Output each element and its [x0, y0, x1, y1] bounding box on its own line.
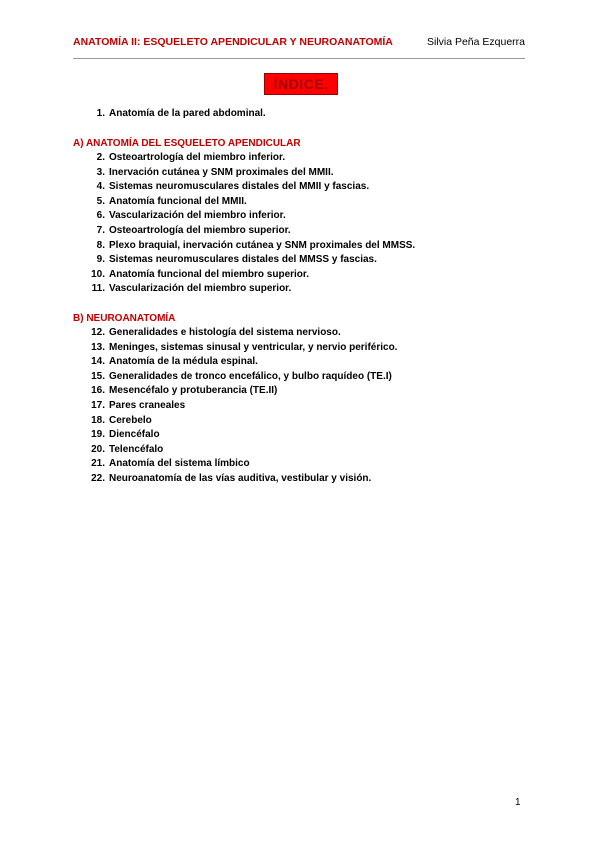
list-item: [0, 384, 600, 399]
list-item-text: Anatomía funcional del MMII.: [109, 195, 247, 207]
page-number: 1: [515, 797, 521, 808]
list-item-text: Anatomía de la médula espinal.: [109, 356, 258, 368]
header-author: Silvia Peña Ezquerra: [426, 36, 525, 48]
list-item-number: 19.: [91, 429, 105, 441]
list-item: [0, 180, 600, 195]
list-item-text: Cerebelo: [109, 414, 152, 426]
list-item-text: Neuroanatomía de las vías auditiva, vestibular y visión.: [109, 472, 372, 484]
list-item-number: 2.: [96, 152, 105, 163]
list-item-number: 14.: [91, 356, 105, 368]
list-item-number: 10.: [91, 268, 105, 280]
list-item-text: Vascularización del miembro inferior.: [109, 210, 286, 222]
list-item-number: 15.: [91, 370, 105, 382]
list-item-text: Osteoartrología del miembro superior.: [109, 224, 291, 236]
section-b-list: [0, 326, 600, 487]
list-item-number: 1.: [96, 108, 105, 119]
list-item-text: Vascularización del miembro superior.: [109, 283, 292, 295]
list-item-text: Anatomía del sistema límbico: [109, 458, 250, 470]
list-item-text: Anatomía funcional del miembro superior.: [109, 268, 310, 280]
index-title: ÍNDICE.: [264, 73, 338, 95]
list-item-number: 11.: [91, 283, 105, 295]
list-item: [0, 370, 600, 385]
list-item: [0, 472, 600, 487]
list-item-number: 6.: [96, 210, 105, 222]
list-item-number: 5.: [96, 195, 105, 207]
list-item-number: 12.: [91, 327, 105, 338]
list-item-number: 16.: [91, 385, 105, 397]
list-item: [0, 443, 600, 458]
header-divider: [73, 58, 525, 59]
list-item-text: Plexo braquial, inervación cutánea y SNM proximales del MMSS.: [109, 239, 416, 251]
list-item: [0, 195, 600, 210]
list-item: [0, 414, 600, 429]
list-item-number: 3.: [96, 166, 105, 178]
list-item: [0, 428, 600, 443]
list-item: [0, 239, 600, 254]
list-item-text: Pares craneales: [109, 399, 186, 411]
list-item-number: 13.: [91, 341, 105, 353]
list-item-text: Sistemas neuromusculares distales del MMSS y fascias.: [109, 254, 377, 266]
list-item: [0, 107, 600, 122]
list-item: [0, 341, 600, 356]
list-item: [0, 209, 600, 224]
section-title-a: A) ANATOMÍA DEL ESQUELETO APENDICULAR: [73, 138, 301, 149]
list-item: [0, 326, 600, 341]
list-item: [0, 151, 600, 166]
list-item-text: Telencéfalo: [109, 443, 164, 455]
list-item-text: Anatomía de la pared abdominal.: [109, 108, 266, 119]
list-item-number: 4.: [96, 181, 105, 193]
header-subject: ANATOMÍA II: ESQUELETO APENDICULAR Y NEUROANATOMÍA: [73, 36, 393, 48]
list-item-number: 9.: [96, 254, 105, 266]
list-item-number: 20.: [91, 443, 105, 455]
list-item: [0, 457, 600, 472]
list-item-number: 21.: [91, 458, 105, 470]
list-item-number: 22.: [91, 472, 105, 484]
section-title-b: B) NEUROANATOMÍA: [73, 313, 176, 324]
list-item-number: 17.: [91, 399, 105, 411]
list-item-text: Generalidades de tronco encefálico, y bulbo raquídeo (TE.I): [109, 370, 392, 382]
list-item-text: Inervación cutánea y SNM proximales del MMII.: [109, 166, 334, 178]
list-item: [0, 224, 600, 239]
list-item: [0, 355, 600, 370]
list-item: [0, 166, 600, 181]
list-item-text: Meninges, sistemas sinusal y ventricular, y nervio periférico.: [109, 341, 398, 353]
list-item-text: Generalidades e histología del sistema nervioso.: [109, 327, 341, 338]
list-item-number: 7.: [96, 224, 105, 236]
list-item-text: Osteoartrología del miembro inferior.: [109, 152, 286, 163]
page-header: [73, 36, 525, 52]
list-item: [0, 399, 600, 414]
list-item: [0, 268, 600, 283]
list-item: [0, 282, 600, 297]
intro-list: [0, 107, 600, 122]
list-item-number: 18.: [91, 414, 105, 426]
list-item-text: Sistemas neuromusculares distales del MMII y fascias.: [109, 181, 370, 193]
list-item: [0, 253, 600, 268]
list-item-number: 8.: [96, 239, 105, 251]
list-item-text: Mesencéfalo y protuberancia (TE.II): [109, 385, 278, 397]
list-item-text: Diencéfalo: [109, 429, 160, 441]
section-a-list: [0, 151, 600, 297]
